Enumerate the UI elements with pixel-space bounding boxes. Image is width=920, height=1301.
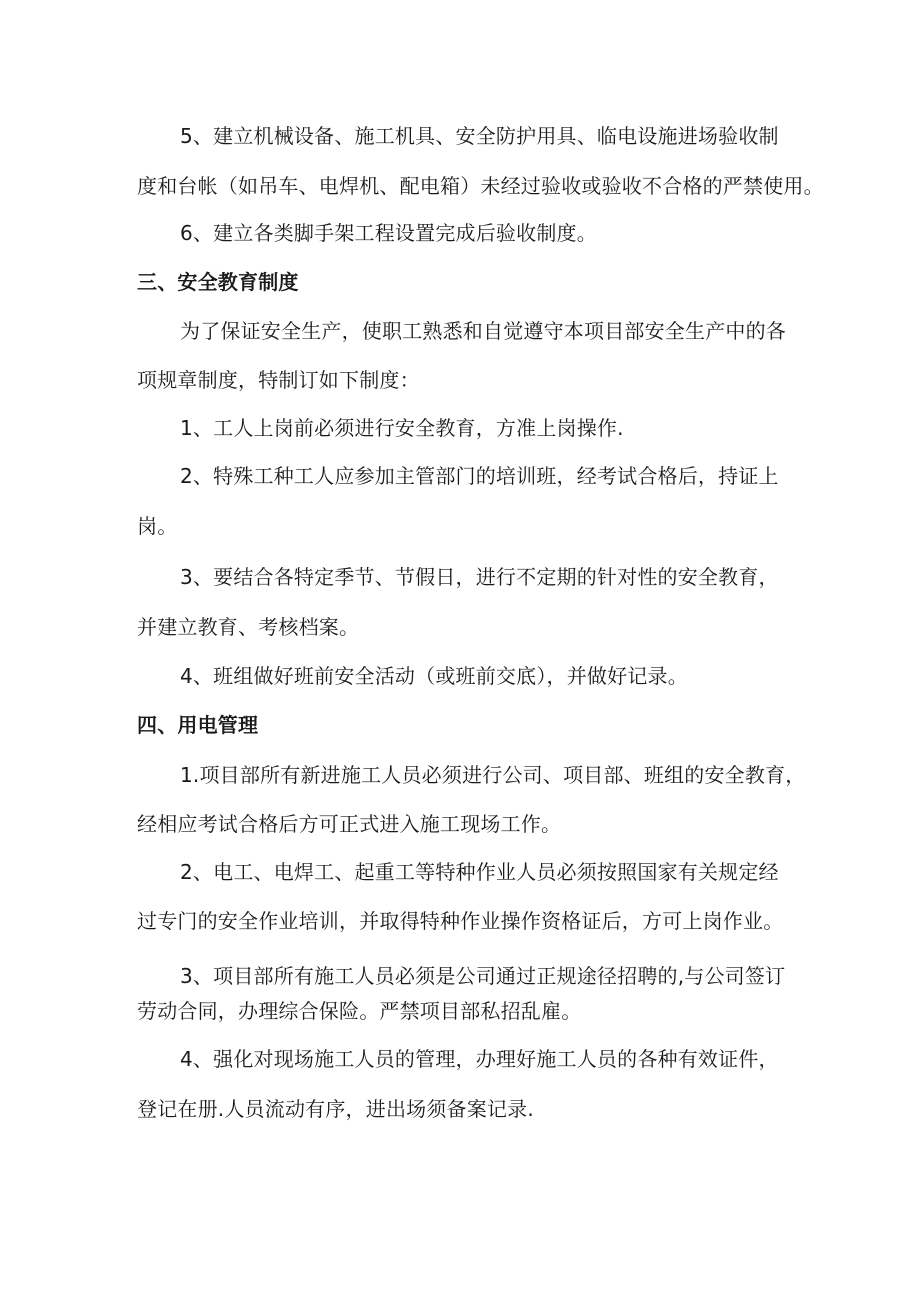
section-4-item4-line2: 登记在册.人员流动有序，进出场须备案记录. — [137, 1097, 534, 1121]
section-4-item1-line2: 经相应考试合格后方可正式进入施工现场工作。 — [137, 812, 562, 836]
section-3-intro-line1: 为了保证安全生产，使职工熟悉和自觉遵守本项目部安全生产中的各 — [180, 319, 786, 343]
section-3-item2-line2: 岗。 — [137, 514, 178, 538]
section-3-item4: 4、班组做好班前安全活动（或班前交底），并做好记录。 — [180, 664, 688, 688]
item5-line1: 5、建立机械设备、施工机具、安全防护用具、临电设施进场验收制 — [180, 124, 779, 148]
section-3-heading: 三、安全教育制度 — [137, 270, 299, 294]
section-3-intro-line2: 项规章制度，特制订如下制度： — [137, 368, 420, 392]
section-4-heading: 四、用电管理 — [137, 713, 259, 737]
item5-line2: 度和台帐（如吊车、电焊机、配电箱）未经过验收或验收不合格的严禁使用。 — [137, 174, 824, 198]
section-3-item3-line2: 并建立教育、考核档案。 — [137, 615, 360, 639]
section-3-item1: 1、工人上岗前必须进行安全教育，方准上岗操作. — [180, 416, 624, 440]
section-4-item3-line2: 劳动合同，办理综合保险。严禁项目部私招乱雇。 — [137, 999, 582, 1023]
section-4-item2-line2: 过专门的安全作业培训，并取得特种作业操作资格证后，方可上岗作业。 — [137, 909, 784, 933]
item6: 6、建立各类脚手架工程设置完成后验收制度。 — [180, 221, 597, 245]
section-4-item4-line1: 4、强化对现场施工人员的管理，办理好施工人员的各种有效证件， — [180, 1047, 779, 1071]
section-4-item2-line1: 2、电工、电焊工、起重工等特种作业人员必须按照国家有关规定经 — [180, 860, 779, 884]
section-4-item1-line1: 1.项目部所有新进施工人员必须进行公司、项目部、班组的安全教育， — [180, 763, 806, 787]
section-3-item2-line1: 2、特殊工种工人应参加主管部门的培训班，经考试合格后，持证上 — [180, 464, 779, 488]
section-4-item3-line1: 3、项目部所有施工人员必须是公司通过正规途径招聘的,与公司签订 — [180, 964, 786, 988]
section-3-item3-line1: 3、要结合各特定季节、节假日，进行不定期的针对性的安全教育， — [180, 565, 779, 589]
